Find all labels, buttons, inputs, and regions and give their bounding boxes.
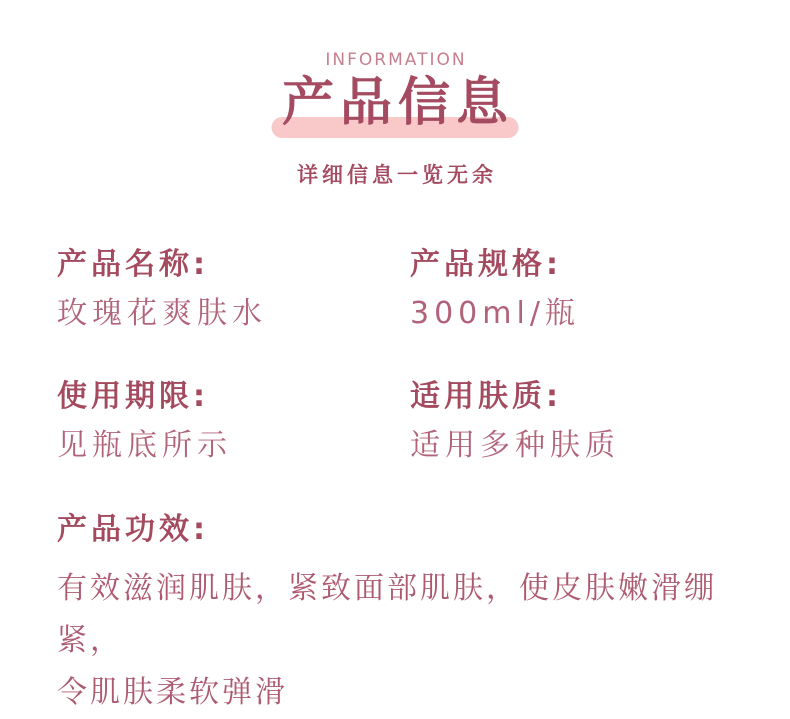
skin-type-label: 适用肤质: bbox=[410, 379, 562, 414]
spec-grid bbox=[57, 247, 747, 463]
skin-type-value: 适用多种肤质 bbox=[410, 428, 620, 463]
field-product-spec bbox=[410, 247, 747, 331]
efficacy-line-1: 有效滋润肌肤，紧致面部肌肤，使皮肤嫩滑绷紧， bbox=[57, 571, 717, 658]
product-name-value: 玫瑰花爽肤水 bbox=[57, 296, 267, 331]
field-use-period bbox=[57, 379, 410, 463]
efficacy-description bbox=[57, 563, 767, 719]
efficacy-section bbox=[57, 512, 767, 719]
efficacy-line-2: 令肌肤柔软弹滑 bbox=[57, 675, 288, 710]
page-subtitle: 详细信息一览无余 bbox=[297, 163, 497, 187]
use-period-label: 使用期限: bbox=[57, 379, 209, 414]
eyebrow-text: INFORMATION bbox=[325, 50, 467, 70]
efficacy-label: 产品功效: bbox=[57, 512, 209, 547]
field-skin-type bbox=[410, 379, 747, 463]
product-spec-value: 300ml/瓶 bbox=[410, 296, 580, 331]
page-title: 产品信息 bbox=[281, 73, 514, 133]
product-name-label: 产品名称: bbox=[57, 247, 209, 282]
product-spec-label: 产品规格: bbox=[410, 247, 562, 282]
use-period-value: 见瓶底所示 bbox=[57, 428, 232, 463]
title-block bbox=[0, 74, 790, 140]
field-product-name bbox=[57, 247, 410, 331]
